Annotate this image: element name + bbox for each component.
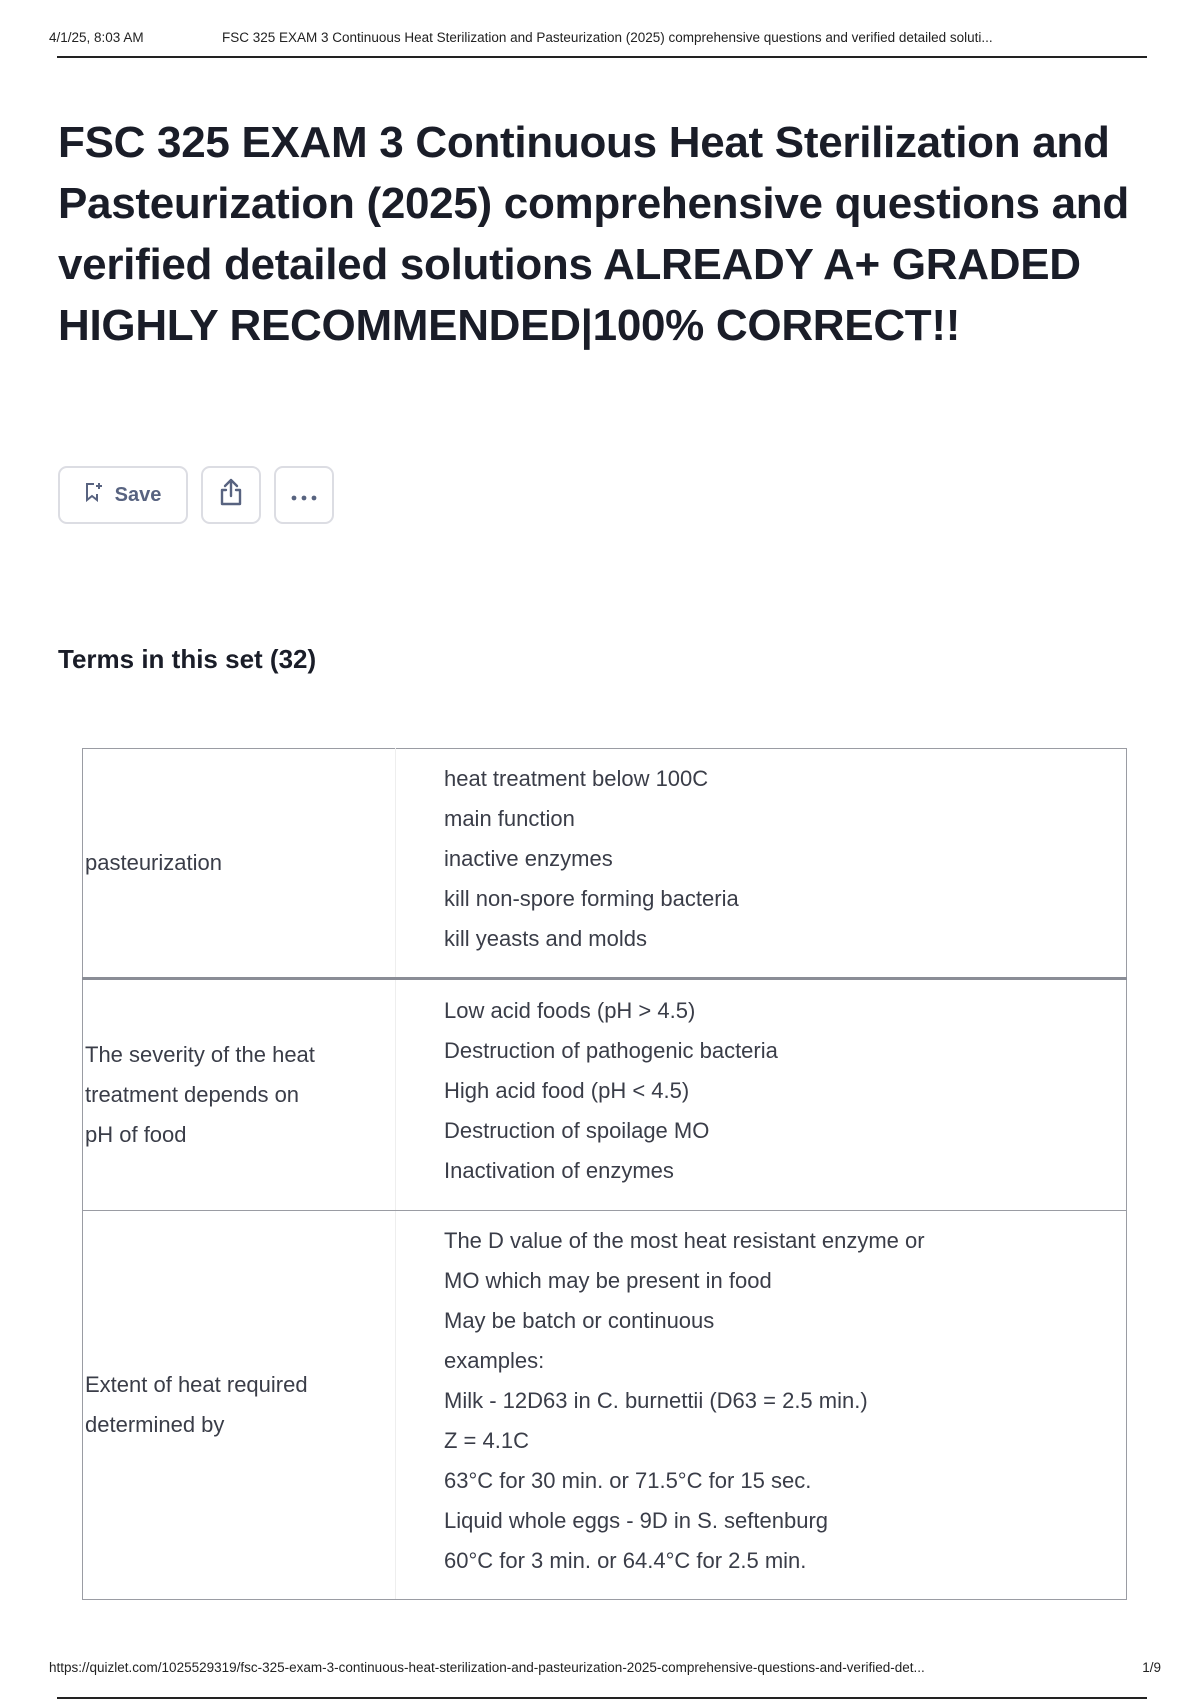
term-cell [83,979,396,1211]
header-divider [57,56,1147,58]
definition-cell [396,749,1127,979]
definition-line: MO which may be present in food [444,1268,772,1293]
term-line: pasteurization [85,850,222,875]
definition-line: Milk - 12D63 in C. burnettii (D63 = 2.5 min.) [444,1388,868,1413]
definition-line: main function [444,806,575,831]
definition-line: 63°C for 30 min. or 71.5°C for 15 sec. [444,1468,812,1493]
definition-line: kill non-spore forming bacteria [444,886,739,911]
term-line: determined by [85,1412,225,1437]
action-bar [58,466,334,524]
definition-line: Destruction of spoilage MO [444,1118,710,1143]
term-row [83,749,1127,979]
share-icon [218,477,244,513]
print-title: FSC 325 EXAM 3 Continuous Heat Sterilization and Pasteurization (2025) comprehensive questions and verified detailed soluti... [222,30,993,45]
definition-line: kill yeasts and molds [444,926,647,951]
term-cell [83,749,396,979]
definition-line: Destruction of pathogenic bacteria [444,1038,778,1063]
page-title: FSC 325 EXAM 3 Continuous Heat Sterilization and Pasteurization (2025) comprehensive questions and verified detailed solutions ALREADY A+ GRADED HIGHLY RECOMMENDED|100% CORRECT!! [58,118,1129,350]
more-icon [291,484,317,507]
definition-line: May be batch or continuous [444,1308,715,1333]
definition-line: inactive enzymes [444,846,613,871]
more-options-button[interactable] [274,466,334,524]
term-line: pH of food [85,1122,187,1147]
terms-table [82,748,1127,1600]
definition-line: The D value of the most heat resistant enzyme or [444,1228,925,1253]
definition-line: High acid food (pH < 4.5) [444,1078,690,1103]
term-row [83,1211,1127,1600]
definition-line: Z = 4.1C [444,1428,529,1453]
term-cell [83,1211,396,1600]
term-line: Extent of heat required [85,1372,308,1397]
terms-heading: Terms in this set (32) [58,644,317,674]
definition-line: 60°C for 3 min. or 64.4°C for 2.5 min. [444,1548,807,1573]
page-url: https://quizlet.com/1025529319/fsc-325-exam-3-continuous-heat-sterilization-and-pasteurization-2025-comprehensive-questions-and-verified-det... [49,1660,925,1675]
term-line: The severity of the heat [85,1042,315,1067]
save-button[interactable] [58,466,188,524]
definition-cell [396,979,1127,1211]
term-line: treatment depends on [85,1082,300,1107]
definition-line: examples: [444,1348,545,1373]
definition-line: Low acid foods (pH > 4.5) [444,998,696,1023]
definition-line: Liquid whole eggs - 9D in S. seftenburg [444,1508,829,1533]
definition-line: heat treatment below 100C [444,766,709,791]
term-row [83,979,1127,1211]
definition-cell [396,1211,1127,1600]
print-date: 4/1/25, 8:03 AM [49,30,144,45]
share-button[interactable] [201,466,261,524]
save-label: Save [114,483,162,506]
page-number: 1/9 [1142,1660,1161,1675]
bookmark-add-icon [85,482,103,508]
footer-divider [57,1697,1147,1699]
definition-line: Inactivation of enzymes [444,1158,674,1183]
